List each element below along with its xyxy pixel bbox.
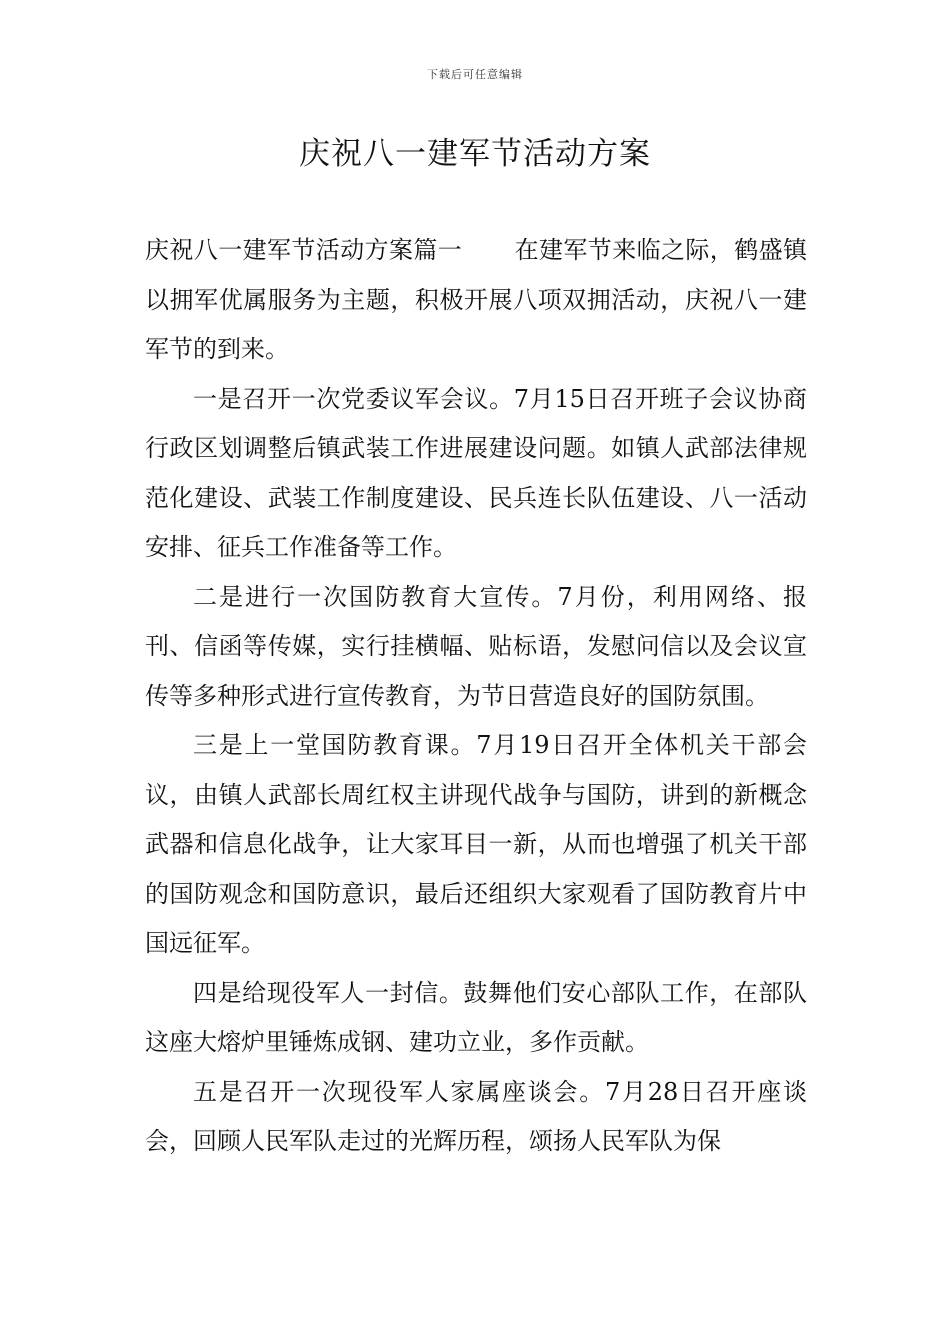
paragraph-3: 三是上一堂国防教育课。7月19日召开全体机关干部会议，由镇人武部长周红权主讲现代战争与国防，讲到的新概念武器和信息化战争，让大家耳目一新，从而也增强了机关干部的国防观念和国防意识，最后还组织大家观看了国防教育片中国远征军。 xyxy=(145,731,807,957)
document-title: 庆祝八一建军节活动方案 xyxy=(299,136,651,172)
intro-lead: 庆祝八一建军节活动方案篇一 xyxy=(145,236,463,264)
header-note: 下载后可任意编辑 xyxy=(427,68,523,81)
paragraph-2: 二是进行一次国防教育大宣传。7月份，利用网络、报刊、信函等传媒，实行挂横幅、贴标语，发慰问信以及会议宣传等多种形式进行宣传教育，为节日营造良好的国防氛围。 xyxy=(145,582,807,710)
paragraph-1: 一是召开一次党委议军会议。7月15日召开班子会议协商行政区划调整后镇武装工作进展建设问题。如镇人武部法律规范化建设、武装工作制度建设、民兵连长队伍建设、八一活动安排、征兵工作准备等工作。 xyxy=(145,384,807,561)
intro-text: 在建军节来临之际，鹤盛镇以拥军优属服务为主题，积极开展八项双拥活动，庆祝八一建军节的到来。 xyxy=(145,236,808,363)
paragraph-4: 四是给现役军人一封信。鼓舞他们安心部队工作，在部队这座大熔炉里锤炼成钢、建功立业，多作贡献。 xyxy=(145,978,807,1056)
paragraph-5: 五是召开一次现役军人家属座谈会。7月28日召开座谈会，回顾人民军队走过的光辉历程，颂扬人民军队为保 xyxy=(145,1077,807,1155)
document-body xyxy=(145,226,807,1167)
intro-paragraph xyxy=(145,226,807,375)
